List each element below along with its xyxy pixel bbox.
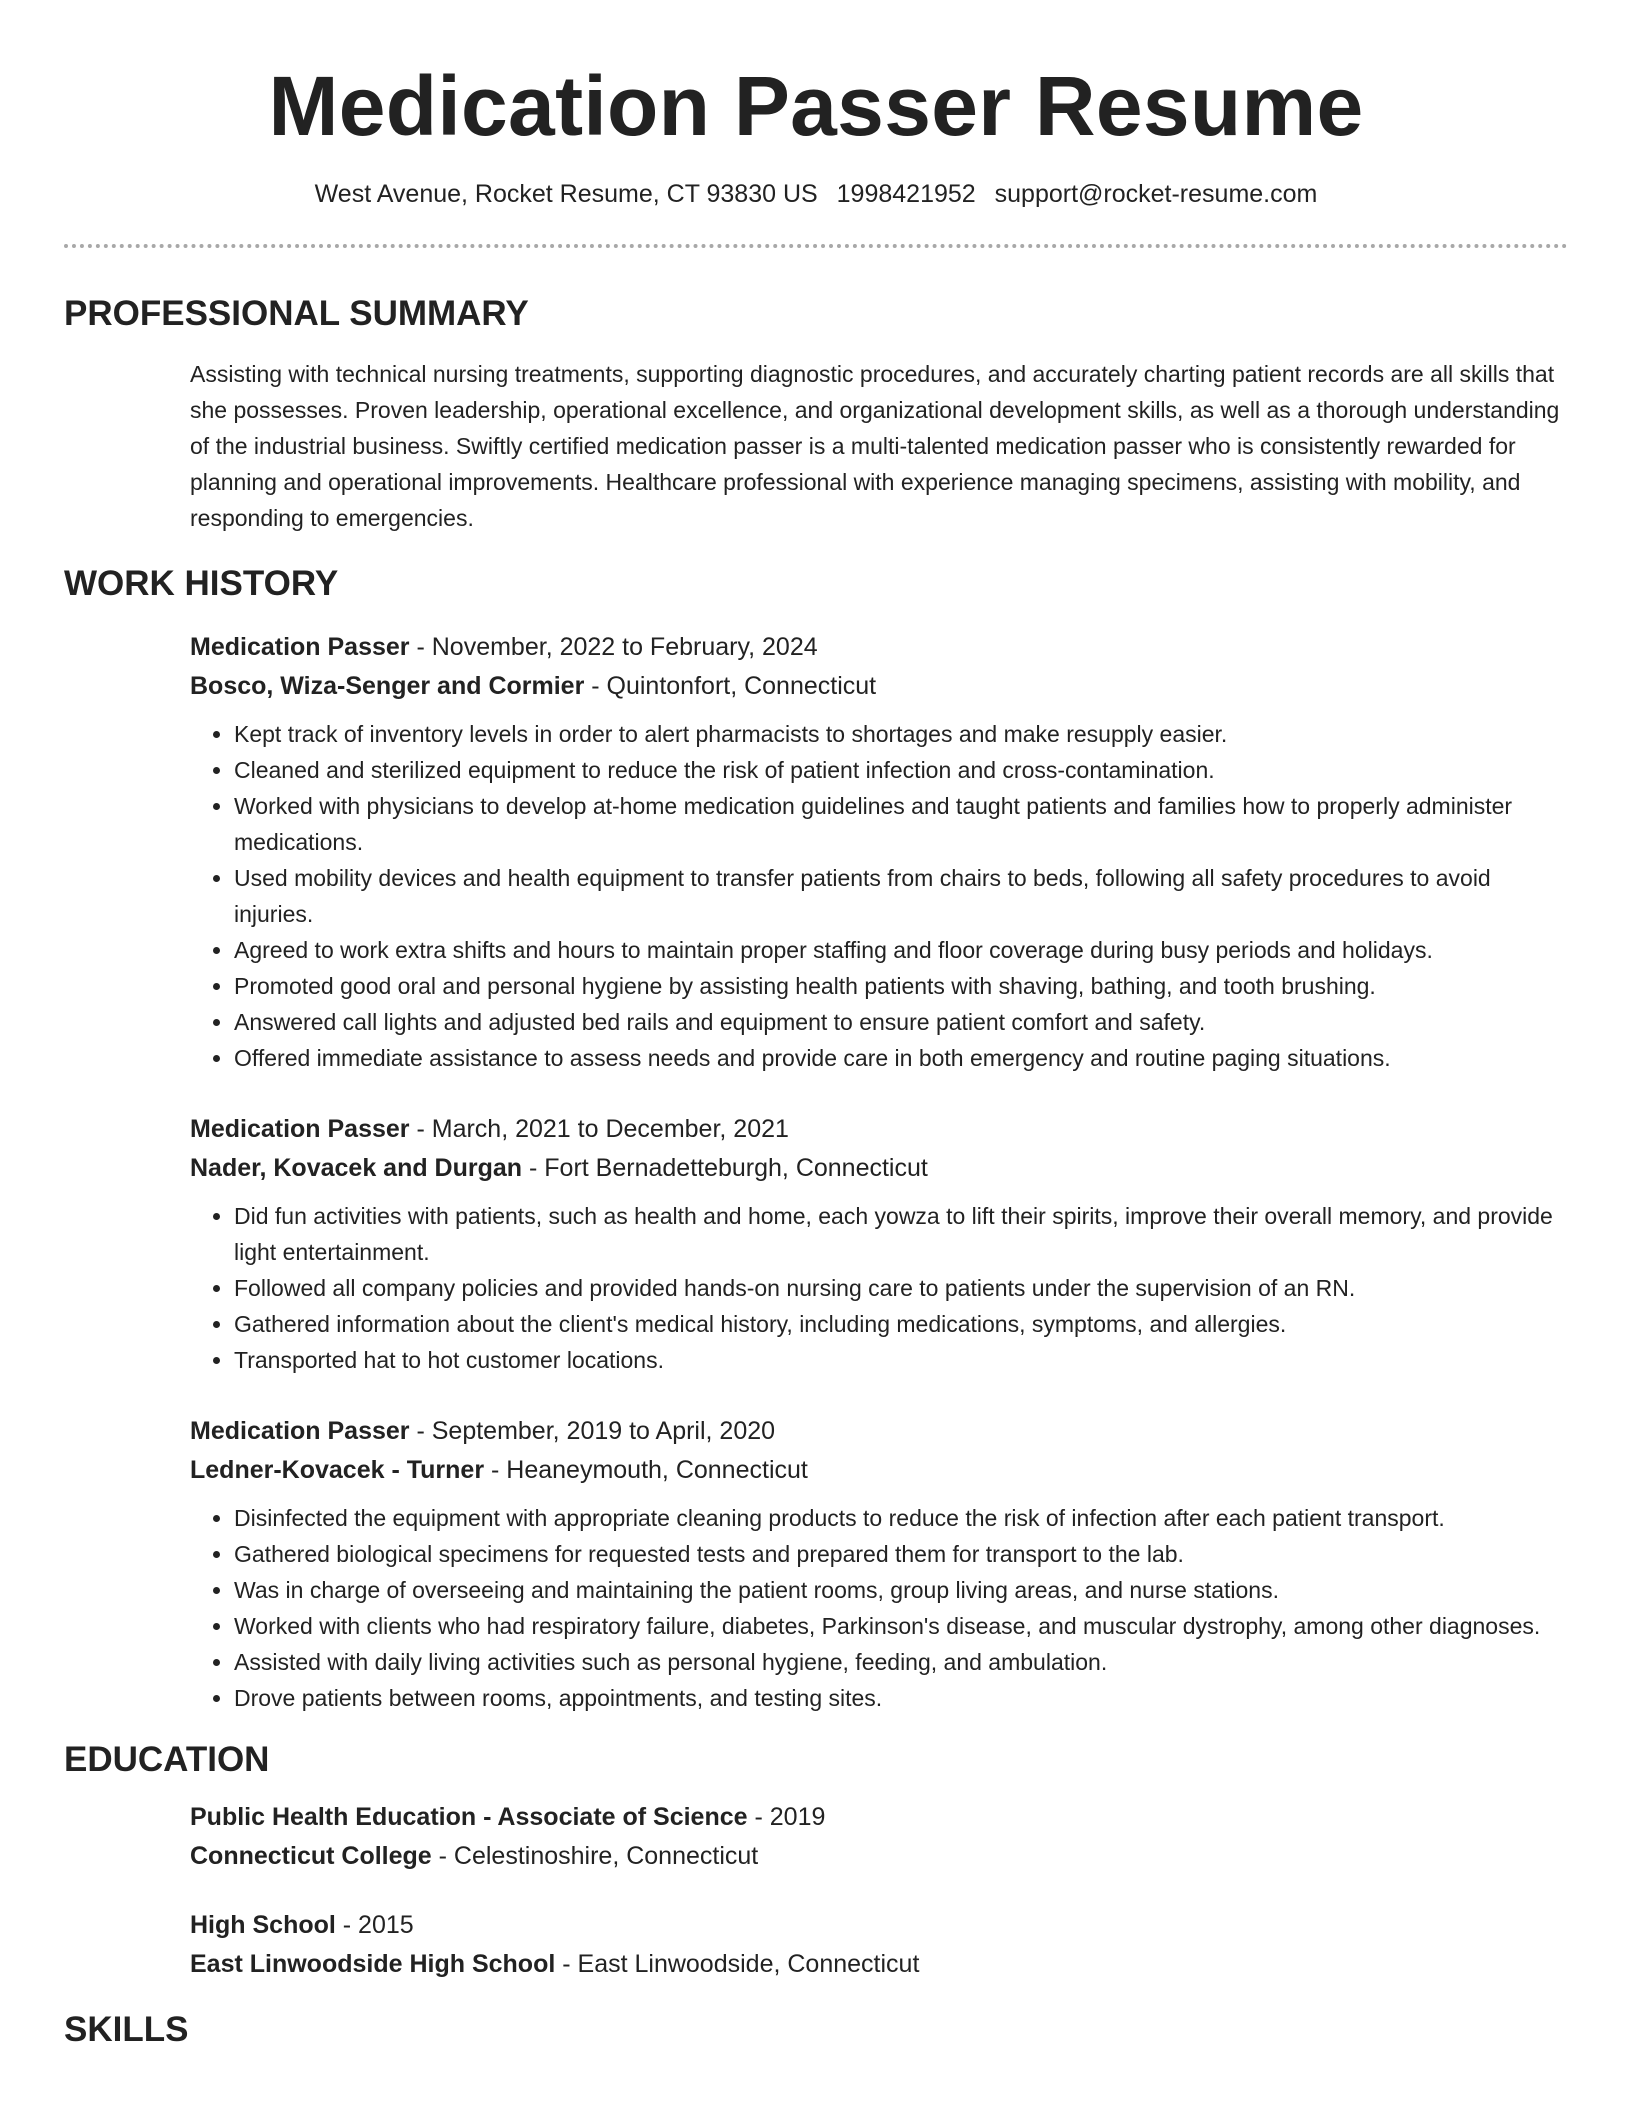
section-title-summary: PROFESSIONAL SUMMARY bbox=[64, 294, 529, 333]
job-bullet: • Answered call lights and adjusted bed rails and equipment to ensure patient comfort and safety. bbox=[234, 1004, 1568, 1040]
job-bullet-list bbox=[190, 716, 1568, 1076]
section-title-work-history: WORK HISTORY bbox=[64, 564, 339, 603]
job-bullet: • Was in charge of overseeing and maintaining the patient rooms, group living areas, and nurse stations. bbox=[234, 1572, 1568, 1608]
job-bullet: • Used mobility devices and health equipment to transfer patients from chairs to beds, following all safety procedures to avoid injuries. bbox=[234, 860, 1568, 932]
header-divider bbox=[64, 244, 1568, 248]
education-entry bbox=[190, 1906, 1568, 1984]
education-location: - Celestinoshire, Connecticut bbox=[431, 1842, 759, 1870]
section-title-skills: SKILLS bbox=[64, 2010, 189, 2049]
job-bullet: • Worked with physicians to develop at-home medication guidelines and taught patients and families how to properly administer medications. bbox=[234, 788, 1568, 860]
job-company: Bosco, Wiza-Senger and Cormier bbox=[190, 672, 585, 700]
job-dates: - September, 2019 to April, 2020 bbox=[409, 1417, 776, 1445]
job-bullet: • Cleaned and sterilized equipment to reduce the risk of patient infection and cross-contamination. bbox=[234, 752, 1568, 788]
education-year: - 2019 bbox=[747, 1803, 826, 1831]
education-entry bbox=[190, 1798, 1568, 1876]
education-year: - 2015 bbox=[335, 1911, 414, 1939]
job-bullet: • Disinfected the equipment with appropriate cleaning products to reduce the risk of infection after each patient transport. bbox=[234, 1500, 1568, 1536]
summary-text: Assisting with technical nursing treatments, supporting diagnostic procedures, and accurately charting patient records are all skills that she possesses. Proven leadership, operational excellence, and organizational development skills, as well as a thorough understanding of the industrial business. Swiftly certified medication passer is a multi-talented medication passer who is consistently rewarded for planning and operational improvements. Healthcare professional with experience managing specimens, assisting with mobility, and responding to emergencies. bbox=[190, 361, 1560, 531]
job-bullet: • Kept track of inventory levels in order to alert pharmacists to shortages and make resupply easier. bbox=[234, 716, 1568, 752]
job-bullet-list bbox=[190, 1198, 1568, 1378]
resume-page bbox=[64, 0, 1568, 2052]
job-dates: - March, 2021 to December, 2021 bbox=[409, 1115, 789, 1143]
contact-address: West Avenue, Rocket Resume, CT 93830 US bbox=[314, 180, 818, 208]
education-location: - East Linwoodside, Connecticut bbox=[555, 1950, 920, 1978]
education-degree: Public Health Education - Associate of Science bbox=[190, 1803, 748, 1831]
job-company: Nader, Kovacek and Durgan bbox=[190, 1154, 523, 1182]
job-bullet: • Drove patients between rooms, appointments, and testing sites. bbox=[234, 1680, 1568, 1716]
education-school-line bbox=[190, 1944, 1568, 1984]
job-entry bbox=[190, 628, 1568, 1076]
job-role: Medication Passer bbox=[190, 1115, 410, 1143]
job-bullet: • Offered immediate assistance to assess needs and provide care in both emergency and routine paging situations. bbox=[234, 1040, 1568, 1076]
job-company-line bbox=[190, 1450, 1568, 1490]
education-degree: High School bbox=[190, 1911, 336, 1939]
job-location: - Quintonfort, Connecticut bbox=[584, 672, 877, 700]
contact-line bbox=[64, 178, 1568, 210]
job-bullet: • Gathered information about the client's medical history, including medications, symptoms, and allergies. bbox=[234, 1306, 1568, 1342]
education-school: East Linwoodside High School bbox=[190, 1950, 556, 1978]
job-entry bbox=[190, 1412, 1568, 1716]
job-bullet: • Worked with clients who had respiratory failure, diabetes, Parkinson's disease, and muscular dystrophy, among other diagnoses. bbox=[234, 1608, 1568, 1644]
job-company-line bbox=[190, 1148, 1568, 1188]
job-title-line bbox=[190, 1110, 1568, 1148]
job-company: Ledner-Kovacek - Turner bbox=[190, 1456, 485, 1484]
job-title-line bbox=[190, 1412, 1568, 1450]
job-role: Medication Passer bbox=[190, 633, 410, 661]
job-dates: - November, 2022 to February, 2024 bbox=[409, 633, 818, 661]
job-title-line bbox=[190, 628, 1568, 666]
job-bullet-list bbox=[190, 1500, 1568, 1716]
section-title-education: EDUCATION bbox=[64, 1740, 270, 1779]
education-school: Connecticut College bbox=[190, 1842, 432, 1870]
job-bullet: • Gathered biological specimens for requested tests and prepared them for transport to the lab. bbox=[234, 1536, 1568, 1572]
job-bullet: • Did fun activities with patients, such as health and home, each yowza to lift their spirits, improve their overall memory, and provide light entertainment. bbox=[234, 1198, 1568, 1270]
job-company-line bbox=[190, 666, 1568, 706]
job-bullet: • Followed all company policies and provided hands-on nursing care to patients under the supervision of an RN. bbox=[234, 1270, 1568, 1306]
resume-name: Medication Passer Resume bbox=[268, 59, 1364, 153]
job-location: - Fort Bernadetteburgh, Connecticut bbox=[522, 1154, 928, 1182]
contact-email: support@rocket-resume.com bbox=[994, 180, 1318, 208]
education-degree-line bbox=[190, 1798, 1568, 1836]
job-bullet: • Transported hat to hot customer locations. bbox=[234, 1342, 1568, 1378]
education-degree-line bbox=[190, 1906, 1568, 1944]
job-bullet: • Promoted good oral and personal hygiene by assisting health patients with shaving, bathing, and tooth brushing. bbox=[234, 968, 1568, 1004]
job-entry bbox=[190, 1110, 1568, 1378]
job-role: Medication Passer bbox=[190, 1417, 410, 1445]
job-location: - Heaneymouth, Connecticut bbox=[484, 1456, 808, 1484]
job-bullet: • Agreed to work extra shifts and hours to maintain proper staffing and floor coverage during busy periods and holidays. bbox=[234, 932, 1568, 968]
education-school-line bbox=[190, 1836, 1568, 1876]
job-bullet: • Assisted with daily living activities such as personal hygiene, feeding, and ambulation. bbox=[234, 1644, 1568, 1680]
contact-phone: 1998421952 bbox=[836, 180, 976, 208]
